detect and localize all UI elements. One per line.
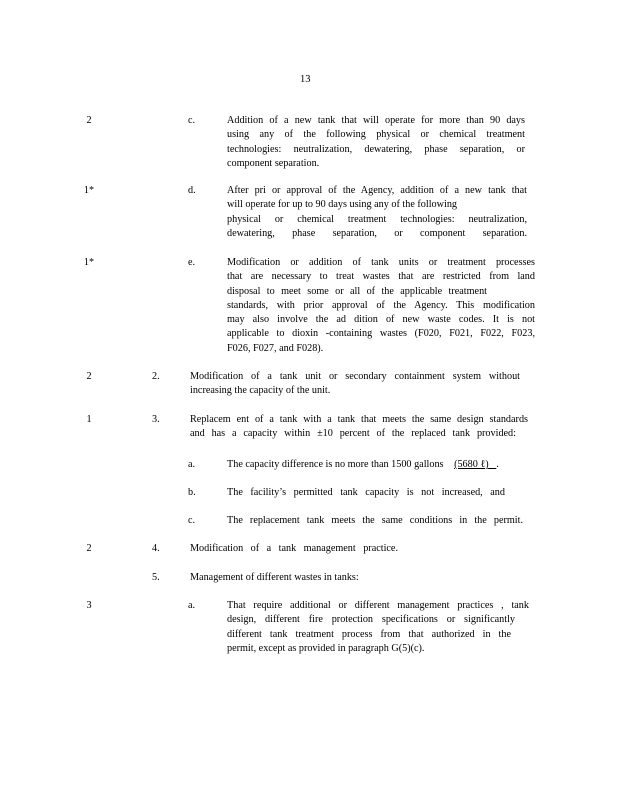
class-number: 2 — [86, 371, 92, 382]
text-line: Modification of a tank management practice. — [190, 543, 398, 554]
class-number: 2 — [86, 543, 92, 554]
text-line: dewatering, phase separation, or component separation. — [227, 227, 527, 239]
text-line: . — [496, 459, 499, 470]
item-text — [227, 486, 505, 500]
text-line: and has a capacity within ±10 percent of the replaced tank provided: — [190, 428, 516, 440]
item-number: 3. — [152, 414, 160, 425]
item-number: 4. — [152, 543, 160, 554]
item-number: 5. — [152, 572, 160, 583]
class-number: 1* — [83, 185, 95, 196]
item-text — [227, 458, 537, 472]
text-line: different tank treatment process from that authorized in the — [227, 628, 511, 640]
underlined-text: (5680 ℓ) — [454, 459, 489, 470]
item-text — [227, 514, 523, 528]
text-line: The capacity difference is no more than 1500 gallons — [227, 459, 444, 470]
class-number: 3 — [86, 600, 92, 611]
text-line: using any of the following physical or chemical treatment — [227, 129, 525, 141]
text-line: physical or chemical treatment technologies: neutralization, — [227, 213, 527, 225]
item-text — [190, 571, 359, 585]
text-line: will operate for up to 90 days using any of the following — [227, 199, 458, 211]
text-line: increasing the capacity of the unit. — [190, 385, 331, 397]
item-marker: a. — [188, 600, 196, 611]
item-marker: a. — [188, 459, 196, 470]
item-marker: d. — [188, 185, 196, 196]
text-line: After pri or approval of the Agency, addition of a new tank that — [227, 185, 527, 196]
text-line: technologies: neutralization, dewatering, phase separation, or — [227, 143, 525, 155]
text-line: disposal to meet some or all of the applicable treatment — [227, 285, 487, 297]
text-line: Management of different wastes in tanks: — [190, 572, 359, 583]
text-line: Modification or addition of tank units or treatment processes — [227, 257, 535, 268]
text-line: The replacement tank meets the same conditions in the permit. — [227, 515, 523, 526]
item-text — [227, 256, 535, 356]
item-marker: b. — [188, 487, 196, 498]
item-marker: c. — [188, 115, 196, 126]
text-line: Addition of a new tank that will operate for more than 90 days — [227, 115, 525, 126]
class-number: 1* — [83, 257, 95, 268]
text-line: That require additional or different management practices , tank — [227, 600, 529, 611]
text-line: that are necessary to treat wastes that are restricted from land — [227, 271, 535, 283]
text-line: Modification of a tank unit or secondary containment system without — [190, 371, 520, 382]
text-line: standards, with prior approval of the Agency. This modification — [227, 299, 535, 311]
item-text — [227, 599, 529, 656]
text-line: component separation. — [227, 157, 320, 169]
item-text — [190, 413, 528, 442]
item-text — [190, 542, 398, 556]
text-line: design, different fire protection specifications or significantly — [227, 614, 515, 626]
item-marker: c. — [188, 515, 196, 526]
item-text — [227, 114, 525, 171]
class-number: 2 — [86, 115, 92, 126]
text-line: permit, except as provided in paragraph G(5)(c). — [227, 642, 425, 654]
page-number: 13 — [300, 74, 311, 85]
text-line: Replacem ent of a tank with a tank that meets the same design standards — [190, 414, 528, 425]
text-line: may also involve the ad dition of new waste codes. It is not — [227, 314, 535, 326]
item-number: 2. — [152, 371, 160, 382]
text-line: F026, F027, and F028). — [227, 342, 324, 354]
item-marker: e. — [188, 257, 196, 268]
text-line: applicable to dioxin -containing wastes (F020, F021, F022, F023, — [227, 328, 535, 340]
text-line: The facility’s permitted tank capacity is not increased, and — [227, 487, 505, 498]
class-number: 1 — [86, 414, 92, 425]
item-text — [227, 184, 527, 241]
item-text — [190, 370, 520, 399]
